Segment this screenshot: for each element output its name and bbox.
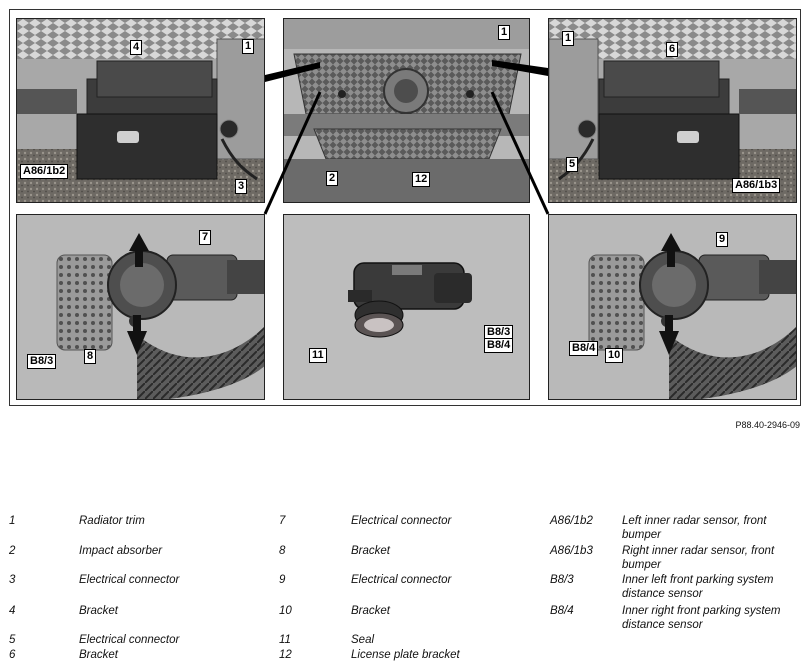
legend-item-number: 9 bbox=[279, 574, 286, 586]
callout-7: 7 bbox=[199, 230, 211, 245]
callout-9: 9 bbox=[716, 232, 728, 247]
callout-b8-3: B8/3 bbox=[27, 354, 56, 369]
legend-item-description: Bracket bbox=[79, 649, 118, 661]
callout-5: 5 bbox=[566, 157, 578, 172]
legend-item-number: 11 bbox=[279, 634, 291, 646]
legend-item-number: 5 bbox=[9, 634, 16, 646]
legend-item-description: Electrical connector bbox=[351, 574, 452, 586]
legend-item-description: Inner right front parking system distance sensor bbox=[622, 605, 781, 631]
legend-item-description: Electrical connector bbox=[79, 634, 180, 646]
callout-2: 2 bbox=[326, 171, 338, 186]
callout-12: 12 bbox=[412, 172, 430, 187]
legend-item-description: Electrical connector bbox=[79, 574, 180, 586]
legend-item-description: Radiator trim bbox=[79, 515, 145, 527]
photo-front-bumper bbox=[283, 18, 530, 203]
photo-left-parking-sensor bbox=[16, 214, 265, 400]
photo-sensor-seal-illustration bbox=[284, 215, 530, 400]
callout-1: 1 bbox=[242, 39, 254, 54]
legend-item-description: Left inner radar sensor, front bumper bbox=[622, 515, 767, 541]
callout-6: 6 bbox=[666, 42, 678, 57]
legend-item-description: Electrical connector bbox=[351, 515, 452, 527]
photo-right-radar-sensor bbox=[548, 18, 797, 203]
callout-11: 11 bbox=[309, 348, 327, 363]
legend-item-description: Inner left front parking system distance sensor bbox=[622, 574, 774, 600]
callout-b8-3: B8/3 bbox=[484, 325, 513, 340]
callout-3: 3 bbox=[235, 179, 247, 194]
callout-1: 1 bbox=[498, 25, 510, 40]
legend-item-number: 8 bbox=[279, 545, 286, 557]
photo-left-radar-sensor bbox=[16, 18, 265, 203]
legend-item-description: Seal bbox=[351, 634, 375, 646]
callout-a86-1b2: A86/1b2 bbox=[20, 164, 68, 179]
legend-item-number: 4 bbox=[9, 605, 16, 617]
photo-parking-sensor-seal bbox=[283, 214, 530, 400]
legend-item-number: B8/3 bbox=[550, 574, 574, 586]
legend-item-description: Bracket bbox=[351, 605, 390, 617]
photo-right-parking-sensor bbox=[548, 214, 797, 400]
legend-item-number: 7 bbox=[279, 515, 286, 527]
legend-item-number: 2 bbox=[9, 545, 16, 557]
legend-item-number: 1 bbox=[9, 515, 16, 527]
callout-b8-4: B8/4 bbox=[484, 338, 513, 353]
photo-right-parking-illustration bbox=[549, 215, 797, 400]
callout-1: 1 bbox=[562, 31, 574, 46]
legend-item-number: A86/1b2 bbox=[550, 515, 593, 527]
photo-bumper-illustration bbox=[284, 19, 530, 203]
callout-a86-1b3: A86/1b3 bbox=[732, 178, 780, 193]
photo-left-parking-illustration bbox=[17, 215, 265, 400]
legend-item-description: Right inner radar sensor, front bumper bbox=[622, 545, 775, 571]
legend-item-number: A86/1b3 bbox=[550, 545, 593, 557]
legend-item-description: Bracket bbox=[351, 545, 390, 557]
legend-item-number: 3 bbox=[9, 574, 16, 586]
callout-4: 4 bbox=[130, 40, 142, 55]
legend-item-number: 10 bbox=[279, 605, 292, 617]
legend-item-description: License plate bracket bbox=[351, 649, 460, 661]
callout-10: 10 bbox=[605, 348, 623, 363]
legend-item-number: 6 bbox=[9, 649, 16, 661]
legend-item-description: Bracket bbox=[79, 605, 118, 617]
legend-item-number: 12 bbox=[279, 649, 292, 661]
callout-b8-4: B8/4 bbox=[569, 341, 598, 356]
callout-8: 8 bbox=[84, 349, 96, 364]
legend-item-number: B8/4 bbox=[550, 605, 574, 617]
figure-code: P88.40-2946-09 bbox=[735, 420, 800, 430]
legend-item-description: Impact absorber bbox=[79, 545, 163, 557]
